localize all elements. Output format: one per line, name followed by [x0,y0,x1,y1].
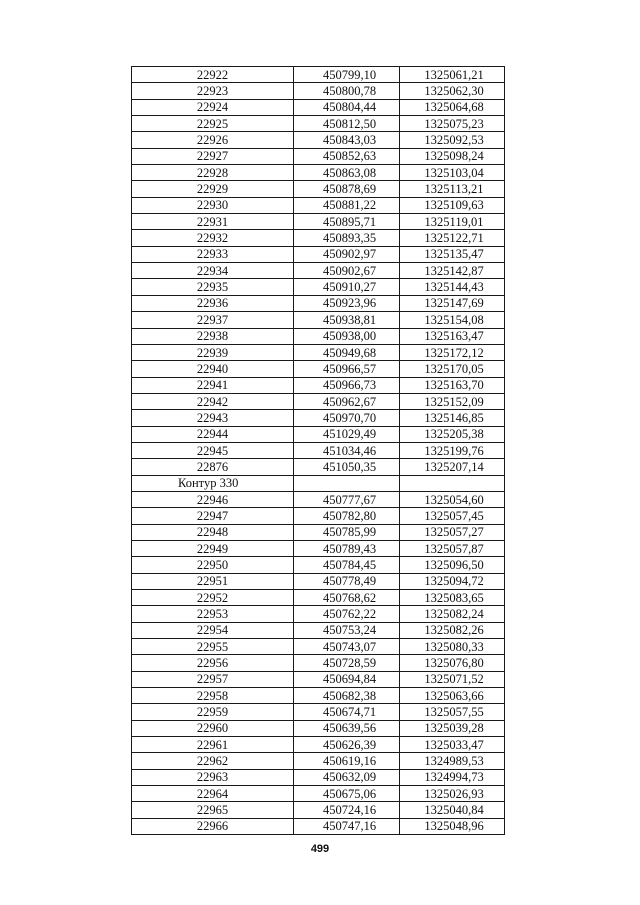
point-id-cell: 22927 [132,148,294,164]
table-row [132,639,505,655]
point-id-cell: 22955 [132,639,294,655]
table-row [132,426,505,442]
y-coordinate-cell: 1325205,38 [400,426,505,442]
point-id-cell: 22964 [132,786,294,802]
table-row [132,622,505,638]
point-id-cell: 22949 [132,540,294,556]
page-number: 499 [310,843,330,855]
x-coordinate-cell: 450938,00 [294,328,400,344]
point-id-cell: 22946 [132,491,294,507]
table-row [132,769,505,785]
y-coordinate-cell: 1325040,84 [400,802,505,818]
point-id-cell: 22948 [132,524,294,540]
y-coordinate-cell: 1325207,14 [400,459,505,475]
table-row [132,230,505,246]
table-row [132,393,505,409]
y-coordinate-cell: 1325057,55 [400,704,505,720]
table-row [132,557,505,573]
y-coordinate-cell: 1325080,33 [400,639,505,655]
y-coordinate-cell: 1325163,70 [400,377,505,393]
table-row [132,312,505,328]
x-coordinate-cell: 450895,71 [294,214,400,230]
x-coordinate-cell: 450863,08 [294,165,400,181]
point-id-cell: 22932 [132,230,294,246]
x-coordinate-cell: 450881,22 [294,197,400,213]
x-coordinate-cell: 450778,49 [294,573,400,589]
table-row [132,197,505,213]
y-coordinate-cell: 1325082,26 [400,622,505,638]
point-id-cell: 22957 [132,671,294,687]
y-coordinate-cell: 1325075,23 [400,116,505,132]
y-coordinate-cell: 1325152,09 [400,393,505,409]
point-id-cell: 22943 [132,410,294,426]
x-coordinate-cell: 450812,50 [294,116,400,132]
table-row [132,263,505,279]
y-coordinate-cell: 1325144,43 [400,279,505,295]
x-coordinate-cell: 450938,81 [294,312,400,328]
section-header-row [132,475,505,491]
table-row [132,671,505,687]
y-coordinate-cell: 1325170,05 [400,361,505,377]
point-id-cell: 22947 [132,508,294,524]
x-coordinate-cell: 450743,07 [294,639,400,655]
y-coordinate-cell: 1325064,68 [400,99,505,115]
y-coordinate-cell: 1325061,21 [400,67,505,83]
point-id-cell: 22945 [132,442,294,458]
point-id-cell: 22922 [132,67,294,83]
table-row [132,573,505,589]
y-coordinate-cell: 1325113,21 [400,181,505,197]
x-coordinate-cell: 450910,27 [294,279,400,295]
point-id-cell: 22966 [132,818,294,834]
x-coordinate-cell: 450626,39 [294,737,400,753]
point-id-cell: 22941 [132,377,294,393]
point-id-cell: 22929 [132,181,294,197]
point-id-cell: 22951 [132,573,294,589]
y-coordinate-cell: 1325103,04 [400,165,505,181]
x-coordinate-cell: 450949,68 [294,344,400,360]
x-coordinate-cell: 450902,97 [294,246,400,262]
y-coordinate-cell: 1325039,28 [400,720,505,736]
x-coordinate-cell: 450962,67 [294,393,400,409]
y-coordinate-cell: 1325119,01 [400,214,505,230]
table-row [132,377,505,393]
x-coordinate-cell: 451050,35 [294,459,400,475]
x-coordinate-cell: 450800,78 [294,83,400,99]
table-row [132,214,505,230]
table-row [132,459,505,475]
table-row [132,148,505,164]
x-coordinate-cell: 450782,80 [294,508,400,524]
y-coordinate-cell: 1325071,52 [400,671,505,687]
point-id-cell: 22940 [132,361,294,377]
y-coordinate-cell: 1325063,66 [400,688,505,704]
table-row [132,606,505,622]
y-coordinate-cell: 1325062,30 [400,83,505,99]
y-coordinate-cell: 1325096,50 [400,557,505,573]
point-id-cell: 22953 [132,606,294,622]
x-coordinate-cell: 450619,16 [294,753,400,769]
y-coordinate-cell: 1325057,27 [400,524,505,540]
table-row [132,524,505,540]
table-row [132,737,505,753]
table-row [132,491,505,507]
x-coordinate-cell: 450789,43 [294,540,400,556]
y-coordinate-cell: 1324994,73 [400,769,505,785]
point-id-cell: 22931 [132,214,294,230]
point-id-cell: 22928 [132,165,294,181]
point-id-cell: 22934 [132,263,294,279]
empty-cell [294,475,400,491]
table-row [132,688,505,704]
x-coordinate-cell: 450799,10 [294,67,400,83]
y-coordinate-cell: 1325147,69 [400,295,505,311]
table-row [132,442,505,458]
table-row [132,508,505,524]
table-row [132,540,505,556]
table-row [132,410,505,426]
y-coordinate-cell: 1325122,71 [400,230,505,246]
point-id-cell: 22936 [132,295,294,311]
table-row [132,753,505,769]
y-coordinate-cell: 1325094,72 [400,573,505,589]
point-id-cell: 22935 [132,279,294,295]
point-id-cell: 22925 [132,116,294,132]
point-id-cell: 22952 [132,590,294,606]
y-coordinate-cell: 1325026,93 [400,786,505,802]
y-coordinate-cell: 1325098,24 [400,148,505,164]
y-coordinate-cell: 1325082,24 [400,606,505,622]
table-row [132,116,505,132]
point-id-cell: 22937 [132,312,294,328]
section-label: Контур 330 [132,475,294,491]
x-coordinate-cell: 450753,24 [294,622,400,638]
x-coordinate-cell: 450682,38 [294,688,400,704]
point-id-cell: 22939 [132,344,294,360]
point-id-cell: 22960 [132,720,294,736]
point-id-cell: 22942 [132,393,294,409]
point-id-cell: 22958 [132,688,294,704]
x-coordinate-cell: 451034,46 [294,442,400,458]
y-coordinate-cell: 1325054,60 [400,491,505,507]
point-id-cell: 22954 [132,622,294,638]
x-coordinate-cell: 450728,59 [294,655,400,671]
x-coordinate-cell: 450777,67 [294,491,400,507]
point-id-cell: 22965 [132,802,294,818]
x-coordinate-cell: 450923,96 [294,295,400,311]
table-row [132,802,505,818]
y-coordinate-cell: 1325048,96 [400,818,505,834]
table-row [132,720,505,736]
point-id-cell: 22956 [132,655,294,671]
point-id-cell: 22950 [132,557,294,573]
x-coordinate-cell: 450785,99 [294,524,400,540]
table-row [132,99,505,115]
y-coordinate-cell: 1325083,65 [400,590,505,606]
empty-cell [400,475,505,491]
table-row [132,328,505,344]
table-row [132,279,505,295]
x-coordinate-cell: 450762,22 [294,606,400,622]
table-row [132,818,505,834]
x-coordinate-cell: 450902,67 [294,263,400,279]
point-id-cell: 22963 [132,769,294,785]
point-id-cell: 22959 [132,704,294,720]
y-coordinate-cell: 1325057,87 [400,540,505,556]
x-coordinate-cell: 450878,69 [294,181,400,197]
x-coordinate-cell: 450843,03 [294,132,400,148]
point-id-cell: 22923 [132,83,294,99]
y-coordinate-cell: 1325146,85 [400,410,505,426]
x-coordinate-cell: 450675,06 [294,786,400,802]
y-coordinate-cell: 1325057,45 [400,508,505,524]
x-coordinate-cell: 450893,35 [294,230,400,246]
y-coordinate-cell: 1325135,47 [400,246,505,262]
y-coordinate-cell: 1325199,76 [400,442,505,458]
x-coordinate-cell: 451029,49 [294,426,400,442]
table-row [132,786,505,802]
point-id-cell: 22962 [132,753,294,769]
x-coordinate-cell: 450724,16 [294,802,400,818]
table-row [132,165,505,181]
x-coordinate-cell: 450747,16 [294,818,400,834]
x-coordinate-cell: 450966,73 [294,377,400,393]
x-coordinate-cell: 450804,44 [294,99,400,115]
point-id-cell: 22924 [132,99,294,115]
coordinate-table [131,66,505,835]
point-id-cell: 22933 [132,246,294,262]
y-coordinate-cell: 1325033,47 [400,737,505,753]
table-row [132,246,505,262]
x-coordinate-cell: 450784,45 [294,557,400,573]
y-coordinate-cell: 1325076,80 [400,655,505,671]
x-coordinate-cell: 450768,62 [294,590,400,606]
point-id-cell: 22930 [132,197,294,213]
table-row [132,83,505,99]
point-id-cell: 22876 [132,459,294,475]
x-coordinate-cell: 450632,09 [294,769,400,785]
y-coordinate-cell: 1325172,12 [400,344,505,360]
point-id-cell: 22938 [132,328,294,344]
x-coordinate-cell: 450966,57 [294,361,400,377]
x-coordinate-cell: 450639,56 [294,720,400,736]
y-coordinate-cell: 1325109,63 [400,197,505,213]
y-coordinate-cell: 1325154,08 [400,312,505,328]
x-coordinate-cell: 450970,70 [294,410,400,426]
table-row [132,132,505,148]
table-row [132,590,505,606]
x-coordinate-cell: 450674,71 [294,704,400,720]
table-row [132,67,505,83]
table-row [132,295,505,311]
table-row [132,704,505,720]
point-id-cell: 22926 [132,132,294,148]
table-row [132,181,505,197]
y-coordinate-cell: 1325163,47 [400,328,505,344]
x-coordinate-cell: 450852,63 [294,148,400,164]
table-row [132,344,505,360]
table-row [132,655,505,671]
x-coordinate-cell: 450694,84 [294,671,400,687]
point-id-cell: 22944 [132,426,294,442]
y-coordinate-cell: 1325142,87 [400,263,505,279]
point-id-cell: 22961 [132,737,294,753]
y-coordinate-cell: 1324989,53 [400,753,505,769]
table-row [132,361,505,377]
y-coordinate-cell: 1325092,53 [400,132,505,148]
coordinate-table-body [132,67,505,835]
